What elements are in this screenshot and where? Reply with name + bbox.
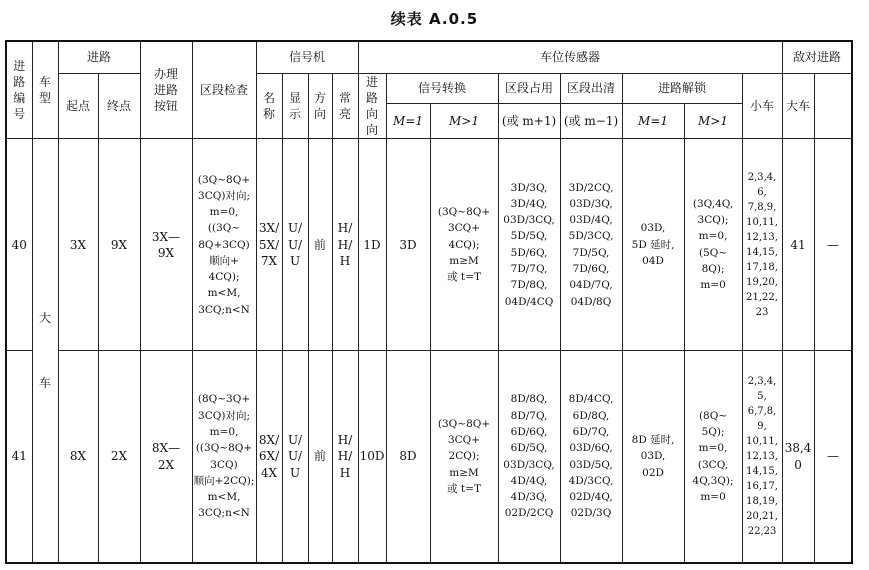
header-clear: 区段出清 — [560, 73, 622, 104]
route-no-cell: 40 — [6, 139, 32, 351]
header-end: 终点 — [98, 73, 140, 139]
header-convert-m1: M=1 — [386, 104, 430, 139]
route-table — [5, 40, 853, 564]
sig-display-cell: U/ U/ U — [282, 351, 308, 563]
header-row-1 — [6, 41, 852, 73]
start-cell: 3X — [58, 139, 98, 351]
sig-lit-cell: H/ H/ H — [332, 351, 358, 563]
header-large: 大车 — [782, 73, 814, 139]
clear-cell: 3D/2CQ, 03D/3Q, 03D/4Q, 5D/3CQ, 7D/5Q, 7D/6Q, 04D/7Q, 04D/8Q — [560, 139, 622, 351]
route-dir-cell: 1D — [358, 139, 386, 351]
button-cell: 3X— 9X — [140, 139, 192, 351]
route-no-cell: 41 — [6, 351, 32, 563]
convert-m1-cell: 8D — [386, 351, 430, 563]
header-unlock-mgt: M>1 — [684, 104, 742, 139]
sig-lit-cell: H/ H/ H — [332, 139, 358, 351]
header-sig-convert: 信号转换 — [386, 73, 498, 104]
remark-cell: — — [814, 139, 852, 351]
route-dir-cell: 10D — [358, 351, 386, 563]
header-sig-name: 名 称 — [256, 73, 282, 139]
table-row — [6, 139, 852, 351]
conflict-large-cell: 41 — [782, 139, 814, 351]
header-route-dir: 进 路 向 向 — [358, 73, 386, 139]
header-section-check: 区段检查 — [192, 41, 256, 139]
header-route: 进路 — [58, 41, 140, 73]
end-cell: 9X — [98, 139, 140, 351]
button-cell: 8X— 2X — [140, 351, 192, 563]
header-sensor: 车位传感器 — [358, 41, 782, 73]
unlock-mgt-cell: (3Q,4Q, 3CQ); m=0, (5Q~ 8Q); m=0 — [684, 139, 742, 351]
header-sig-lit: 常 亮 — [332, 73, 358, 139]
occupy-cell: 8D/8Q, 8D/7Q, 6D/6Q, 6D/5Q, 03D/3CQ, 4D/4Q, 4D/3Q, 02D/2CQ — [498, 351, 560, 563]
header-occupy-sub: (或 m+1) — [498, 104, 560, 139]
header-clear-sub: (或 m−1) — [560, 104, 622, 139]
header-row-2 — [6, 73, 852, 104]
sig-display-cell: U/ U/ U — [282, 139, 308, 351]
unlock-mgt-cell: (8Q~ 5Q); m=0, (3CQ, 4Q,3Q); m=0 — [684, 351, 742, 563]
occupy-cell: 3D/3Q, 3D/4Q, 03D/3CQ, 5D/5Q, 5D/6Q, 7D/7Q, 7D/8Q, 04D/4CQ — [498, 139, 560, 351]
header-sig-direction: 方 向 — [308, 73, 332, 139]
header-sig-display: 显 示 — [282, 73, 308, 139]
header-signal: 信号机 — [256, 41, 358, 73]
header-unlock: 进路解锁 — [622, 73, 742, 104]
header-small: 小车 — [742, 73, 782, 139]
header-car-type: 车 型 — [32, 41, 58, 139]
sig-direction-cell: 前 — [308, 351, 332, 563]
section-check-cell: (3Q~8Q+ 3CQ)对向; m=0, ((3Q~ 8Q+3CQ) 顺向+ 4CQ); m<M, 3CQ;n<N — [192, 139, 256, 351]
sig-name-cell: 8X/ 6X/ 4X — [256, 351, 282, 563]
header-convert-mgt: M>1 — [430, 104, 498, 139]
table-row — [6, 351, 852, 563]
section-check-cell: (8Q~3Q+ 3CQ)对向; m=0, ((3Q~8Q+ 3CQ) 顺向+2CQ); m<M, 3CQ;n<N — [192, 351, 256, 563]
header-button: 办理 进路 按钮 — [140, 41, 192, 139]
clear-cell: 8D/4CQ, 6D/8Q, 6D/7Q, 03D/6Q, 03D/5Q, 4D/3CQ, 02D/4Q, 02D/3Q — [560, 351, 622, 563]
conflict-small-cell: 2,3,4,5, 6,7,8,9, 10,11, 12,13, 14,15, 16,17, 18,19, 20,21, 22,23 — [742, 351, 782, 563]
header-occupy: 区段占用 — [498, 73, 560, 104]
unlock-m1-cell: 03D, 5D 延时, 04D — [622, 139, 684, 351]
header-conflict: 敌对进路 — [782, 41, 852, 73]
convert-mgt-cell: (3Q~8Q+ 3CQ+ 2CQ); m≥M 或 t=T — [430, 351, 498, 563]
conflict-large-cell: 38,40 — [782, 351, 814, 563]
convert-m1-cell: 3D — [386, 139, 430, 351]
table-title: 续表 A.0.5 — [390, 10, 479, 28]
header-unlock-m1: M=1 — [622, 104, 684, 139]
header-start: 起点 — [58, 73, 98, 139]
car-type-cell: 大 车 — [32, 139, 58, 563]
start-cell: 8X — [58, 351, 98, 563]
unlock-m1-cell: 8D 延时, 03D, 02D — [622, 351, 684, 563]
end-cell: 2X — [98, 351, 140, 563]
conflict-small-cell: 2,3,4,6, 7,8,9, 10,11, 12,13, 14,15, 17,18, 19,20, 21,22, 23 — [742, 139, 782, 351]
remark-cell: — — [814, 351, 852, 563]
convert-mgt-cell: (3Q~8Q+ 3CQ+ 4CQ); m≥M 或 t=T — [430, 139, 498, 351]
header-route-no: 进 路 编 号 — [6, 41, 32, 139]
sig-direction-cell: 前 — [308, 139, 332, 351]
sig-name-cell: 3X/ 5X/ 7X — [256, 139, 282, 351]
